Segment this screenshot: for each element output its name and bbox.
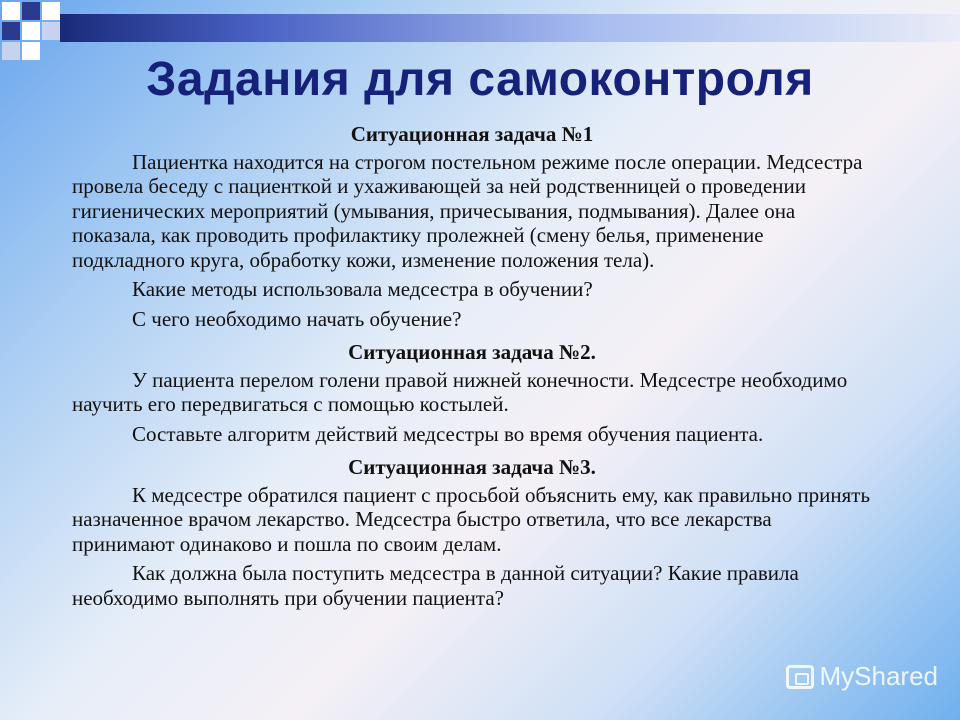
watermark-logo [786,661,939,692]
slide-title: Задания для самоконтроля [146,53,814,106]
task-1-heading: Ситуационная задача №1 [350,122,594,146]
task-3-heading: Ситуационная задача №3. [348,455,596,479]
watermark-text: MyShared [819,661,938,691]
task-2-heading: Ситуационная задача №2. [348,340,596,364]
decor-square [22,2,40,20]
task-2-description: У пациента перелом голени правой нижней конечности. Медсестре необходимо научить его передвигаться с помощью костылей. [72,367,848,416]
decor-square [22,22,40,40]
task-1-question-1: Какие методы использовала медсестра в обучении? [132,277,593,301]
header-gradient-band [60,14,960,42]
presentation-icon [786,665,814,689]
task-1-question-2: С чего необходимо начать обучение? [132,306,462,331]
decor-square [42,2,60,20]
header-decoration [0,0,960,60]
decor-square [2,22,20,40]
task-2-question-1: Составьте алгоритм действий медсестры во время обучения пациента. [132,421,764,446]
decor-square [2,2,20,20]
task-1-description: Пациентка находится на строгом постельном режиме после операции. Медсестра провела беседу с пациенткой и ухаживающей за ней родственницей о проведении гигиенических мероприятий (умывания, причесывания, подмывания). Далее она показала, как проводить профилактику пролежней (смену белья, применение подкладного круга, обработку кожи, изменение положения тела). [72,149,863,272]
slide-content [72,122,872,610]
decor-square [42,22,60,40]
task-3-question-1: Как должна была поступить медсестра в данной ситуации? Какие правила необходимо выполнять при обучении пациента? [72,561,799,610]
task-3-description: К медсестре обратился пациент с просьбой объяснить ему, как правильно принять назначенное врачом лекарство. Медсестра быстро ответила, что все лекарства принимают одинаково и пошла по своим делам. [72,482,871,556]
